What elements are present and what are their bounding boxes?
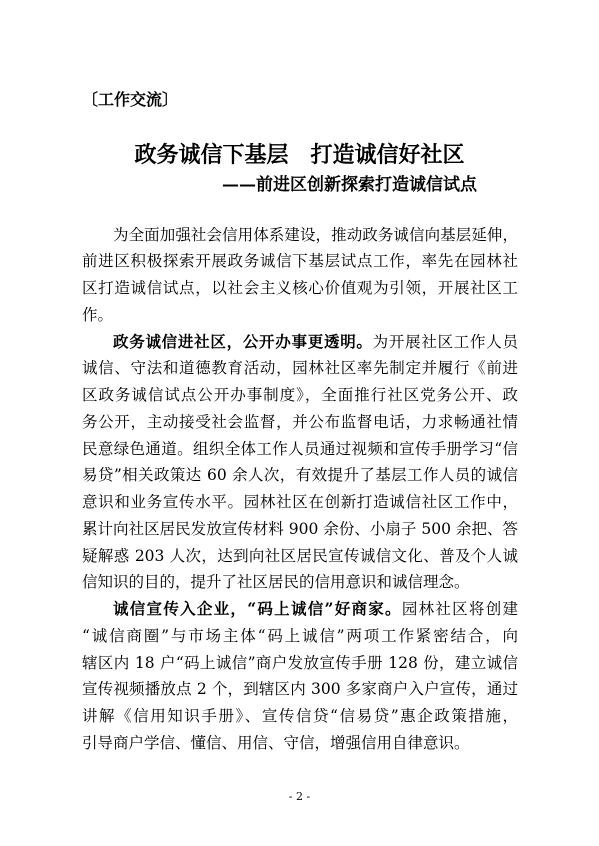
paragraph-line bbox=[82, 596, 518, 623]
paragraph-line: 务公开，主动接受社会监督，并公布监督电话，力求畅通社情 bbox=[82, 412, 518, 431]
section-tag: 〔工作交流〕 bbox=[82, 90, 179, 109]
paragraph-text: 为开展社区工作人员 bbox=[372, 332, 518, 351]
paragraph-line: 宣传视频播放点 2 个，到辖区内 300 多家商户入户宣传，通过 bbox=[82, 680, 518, 699]
paragraph-line: 作。 bbox=[82, 305, 114, 324]
paragraph-line: 前进区积极探索开展政务诚信下基层试点工作，率先在园林社 bbox=[82, 252, 518, 271]
paragraph-line: 引导商户学信、懂信、用信、守信，增强信用自律意识。 bbox=[82, 733, 470, 752]
paragraph-line: 区政务诚信试点公开办事制度》，全面推行社区党务公开、政 bbox=[82, 386, 518, 405]
paragraph-line: 民意绿色通道。组织全体工作人员通过视频和宣传手册学习“信 bbox=[82, 439, 518, 458]
paragraph-line: 意识和业务宣传水平。园林社区在创新打造诚信社区工作中， bbox=[82, 493, 518, 512]
paragraph-line: 易贷”相关政策达 60 余人次，有效提升了基层工作人员的诚信 bbox=[82, 466, 518, 485]
page-number: - 2 - bbox=[288, 790, 311, 803]
paragraph-line: 疑解惑 203 人次，达到向社区居民宣传诚信文化、普及个人诚 bbox=[82, 546, 518, 565]
paragraph-line: 为全面加强社会信用体系建设，推动政务诚信向基层延伸， bbox=[113, 225, 518, 244]
paragraph-line: 累计向社区居民发放宣传材料 900 余份、小扇子 500 余把、答 bbox=[82, 519, 518, 538]
paragraph-line: 信知识的目的，提升了社区居民的信用意识和诚信理念。 bbox=[82, 573, 470, 592]
paragraph-lead: 诚信宣传入企业，“码上诚信”好商家。 bbox=[113, 599, 402, 619]
article-subtitle: ——前进区创新探索打造诚信试点 bbox=[222, 175, 477, 195]
paragraph-line: 讲解《信用知识手册》、宣传信贷“信易贷”惠企政策措施， bbox=[82, 707, 518, 726]
paragraph-lead: 政务诚信进社区，公开办事更透明。 bbox=[113, 331, 373, 351]
paragraph-line: 辖区内 18 户“码上诚信”商户发放宣传手册 128 份，建立诚信 bbox=[82, 653, 518, 672]
article-body bbox=[82, 222, 518, 757]
paragraph-text: 园林社区将创建 bbox=[401, 600, 518, 619]
paragraph-line bbox=[82, 329, 518, 356]
paragraph-line: 诚信、守法和道德教育活动，园林社区率先制定并履行《前进 bbox=[82, 359, 518, 378]
paragraph-line: 区打造诚信试点，以社会主义核心价值观为引领，开展社区工 bbox=[82, 279, 518, 298]
article-title: 政务诚信下基层 打造诚信好社区 bbox=[134, 142, 465, 168]
paragraph-line: “诚信商圈”与市场主体“码上诚信”两项工作紧密结合，向 bbox=[82, 626, 518, 645]
